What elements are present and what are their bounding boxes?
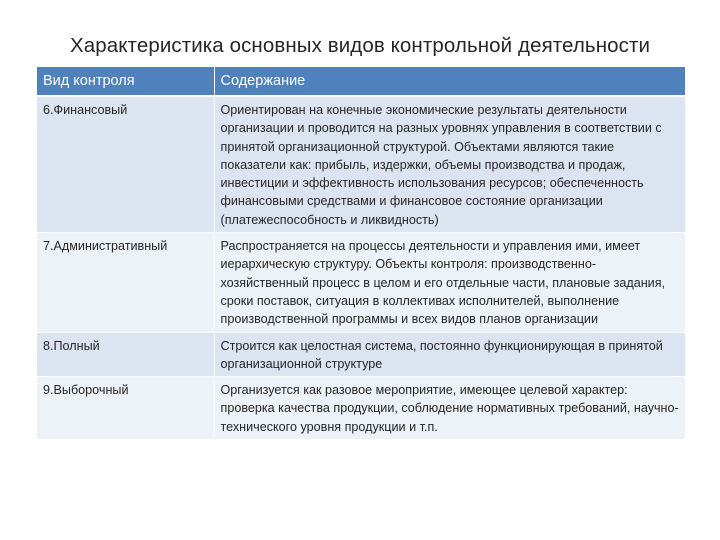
- control-type-cell: 9.Выборочный: [37, 377, 214, 440]
- control-type-cell: 6.Финансовый: [37, 96, 214, 233]
- control-content-cell: Организуется как разовое мероприятие, имеющее целевой характер: проверка качества продукции, соблюдение нормативных требований, научно-технического уровня продукции и т.п.: [214, 377, 685, 440]
- control-content-cell: Строится как целостная система, постоянно функционирующая в принятой организационной структуре: [214, 332, 685, 377]
- column-header-content: Содержание: [214, 67, 685, 96]
- control-content-cell: Распространяется на процессы деятельности и управления ими, имеет иерархическую структуру. Объекты контроля: производственно-хозяйственный процесс в целом и его отдельные части, плановые задания, сроки поставок, ситуация в коллективах исполнителей, выполнение производственной программы и всех видов планов организации: [214, 233, 685, 332]
- table-header-row: [37, 67, 685, 96]
- page-title: Характеристика основных видов контрольной деятельности: [69, 34, 651, 57]
- table-row: [37, 233, 685, 332]
- control-type-cell: 7.Административный: [37, 233, 214, 332]
- control-type-cell: 8.Полный: [37, 332, 214, 377]
- table-row: [37, 332, 685, 377]
- control-content-cell: Ориентирован на конечные экономические результаты деятельности организации и проводится на разных уровнях управления в соответствии с принятой организационной структурой. Объектами являются такие показатели как: прибыль, издержки, объемы производства и продаж, инвестиции и эффективность использования ресурсов; обеспеченность финансовыми средствами и финансовое состояние организации (платежеспособность и ликвидность): [214, 96, 685, 233]
- table-row: [37, 377, 685, 440]
- column-header-type: Вид контроля: [37, 67, 214, 96]
- table-row: [37, 96, 685, 233]
- control-types-table: [37, 67, 685, 440]
